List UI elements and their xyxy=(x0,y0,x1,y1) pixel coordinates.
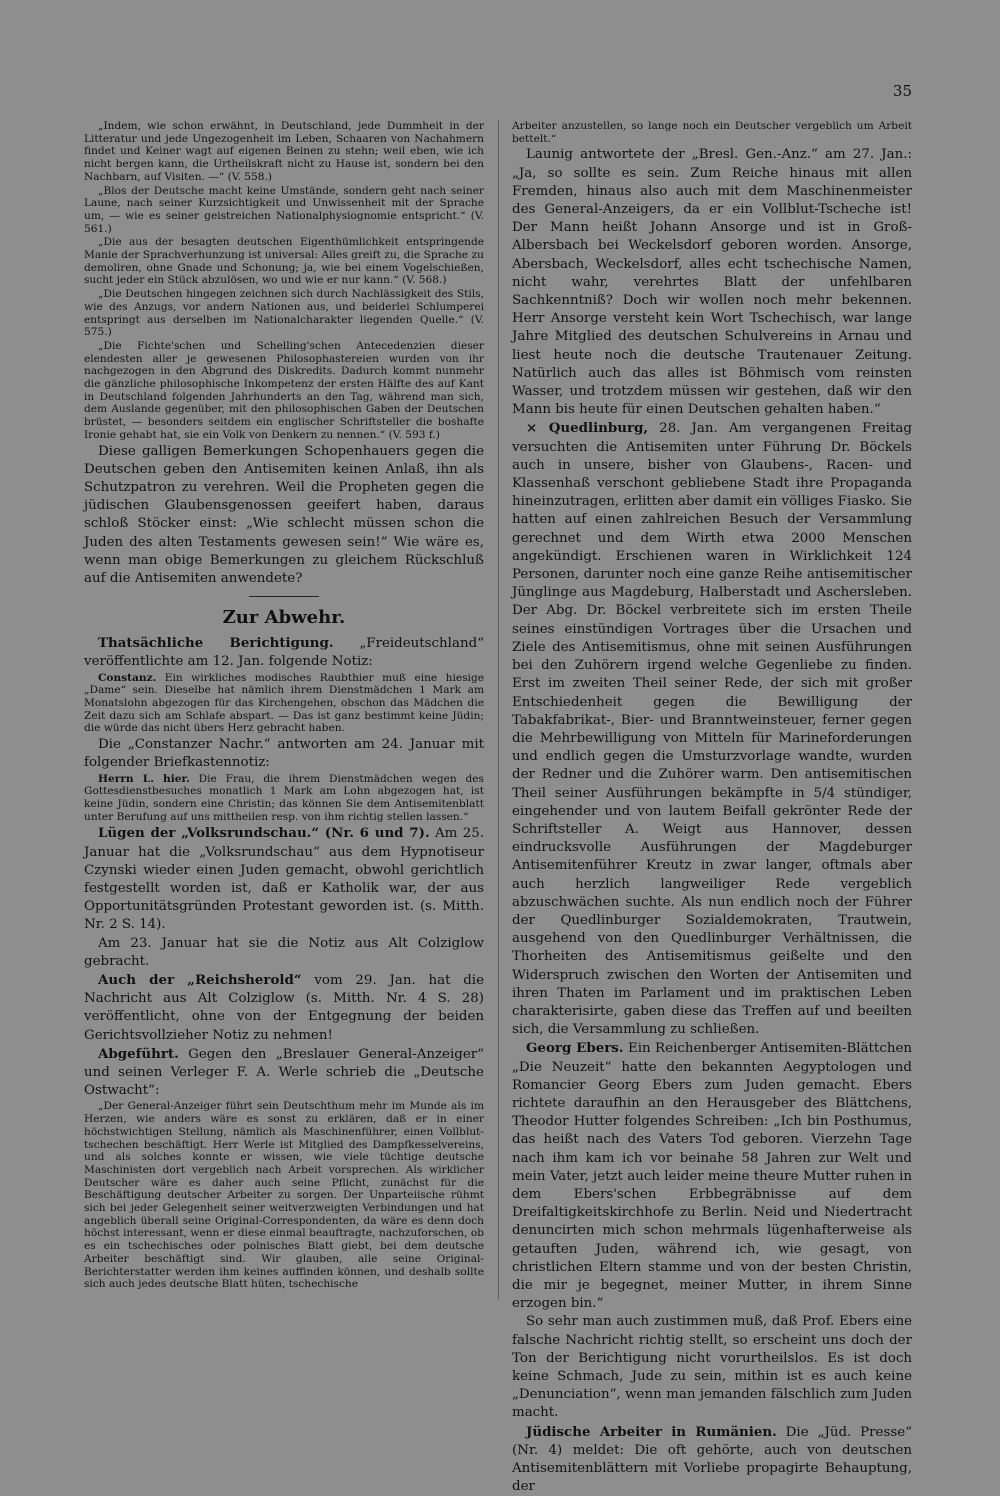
entry-ebers-comment: So sehr man auch zustimmen muß, daß Prof. Ebers eine falsche Nachricht richtig stellt, so erscheint uns doch der Ton der Berichtigung nicht vorurtheilslos. Es ist doch keine Schmach, Jude zu sein, mithin ist es auch keine „Denunciation“, wenn man jemanden fälschlich zum Juden macht. xyxy=(512,1314,912,1421)
quoted-article-end: Arbeiter anzustellen, so lange noch ein Deutscher vergeblich um Arbeit bettelt.“ xyxy=(512,120,912,145)
quoted-article: „Der General-Anzeiger führt sein Deutschthum mehr im Munde als im Herzen, wie anders wäre es sonst zu erklären, daß er in einer höchstwichtigen Stellung, nämlich als Maschinenführer, einen Vollblut-tschechen beschäftigt. Herr Werle ist Mitglied des Dampfkesselvereins, und als solches konnte er wissen, wie viele tüchtige deutsche Maschinisten dort vergeblich nach Arbeit vorsprechen. Als wirklicher Deutscher wäre es daher auch seine Pflicht, zunächst für die Beschäftigung deutscher Arbeiter zu sorgen. Der Unparteiische rühmt sich bei jeder Gelegenheit seiner weitverzweigten Verbindungen und hat angeblich überall seine Original-Correspondenten, da wäre es denn doch höchst interessant, wenn er diese einmal beauftragte, nachzuforschen, ob es ein tschechisches oder polnisches Blatt giebt, bei dem deutsche Arbeiter beschäftigt sind. Wir glauben, alle seine Original-Berichterstatter werden ihm keines auffinden können, und deshalb sollte sich auch jedes deutsche Blatt hüten, tschechische xyxy=(84,1100,484,1291)
entry-reply-launig: Launig antwortete der „Bresl. Gen.-Anz.“ am 27. Jan.: „Ja, so sollte es sein. Zum Reiche hinaus mit allen Fremden, hinaus also auch mit dem Maschinenmeister des General-Anzeigers, da er ein Vollblut-Tscheche ist! Der Mann heißt Johann Ansorge und ist in Groß-Albersbach bei Weckelsdorf geboren worden. Ansorge, Abersbach, Weckelsdorf, alles echt tschechische Namen, nicht wahr, verehrtes Blatt der unfehlbaren Sachkenntniß? Doch wir wollen noch mehr bekennen. Herr Ansorge versteht kein Wort Tschechisch, war lange Jahre Mitglied des deutschen Schulvereins in Arnau und liest heute noch die deutsche Trautenauer Zeitung. Natürlich auch das alles ist Böhmisch vom reinsten Wasser, und trotzdem müssen wir gestehen, daß wir den Mann bis heute für einen Deutschen gehalten haben.“ xyxy=(512,147,912,418)
entry-reply: Die „Constanzer Nachr.“ antworten am 24. Januar mit folgender Briefkastennotiz: xyxy=(84,737,484,771)
entry-quedlinburg xyxy=(512,419,912,1039)
entry-text: 28. Jan. Am vergangenen Freitag versuchten die Antisemiten unter Führung Dr. Böckels auch in unsere, bisher von Glaubens-, Racen- und Klassenhaß verschont gebliebene Stadt ihre Propaganda hineinzutragen, erlitten aber damit ein völliges Fiasko. Sie hatten auf einen zahlreichen Besuch der Versammlung gerechnet und dem Wirth etwa 2000 Menschen angekündigt. Erschienen waren in Wirklichkeit 124 Personen, darunter noch eine ganze Reihe antisemitischer Jünglinge aus Magdeburg, Halberstadt und Aschersleben. Der Abg. Dr. Böckel verbreitete sich im ersten Theile seines einstündigen Vortrages über die Ursachen und Ziele des Antisemitismus, ohne mit seinen Ausführungen bei den Zuhörern irgend welche Gegenliebe zu finden. Erst im zweiten Theil seiner Rede, der sich mit großer Entschiedenheit gegen die Bewilligung der Tabakfabrikat-, Bier- und Branntweinsteuer, ferner gegen die Mehrbewilligung von Mitteln für Marineforderungen und endlich gegen die Umsturzvorlage wandte, wurden der Redner und die Zuhörer warm. Den antisemitischen Theil seiner Ausführungen bekämpfte in 5/4 stündiger, eingehender und von lautem Beifall gekrönter Rede der Schriftsteller A. Weigt aus Hannover, dessen eindrucksvolle Ausführungen der Magdeburger Antisemitenführer Kreutz in zwar langer, oftmals aber auch herzlich langweiliger Rede vergeblich abzuschwächen suchte. Als nun endlich noch der Führer der Quedlinburger Sozialdemokraten, Trautwein, ausgehend von den Quedlinburger Verhältnissen, die Thorheiten des Antisemitismus geißelte und den Widerspruch zwischen den Worten der Antisemiten und ihren Thaten im Parlament und im praktischen Leben charakterisirte, gaben diese das Treffen auf und beeilten sich, die Versammlung zu schließen. xyxy=(512,421,912,1038)
entry-heading: Jüdische Arbeiter in Rumänien. xyxy=(526,1423,777,1440)
entry-volksrundschau xyxy=(84,824,484,934)
entry-heading: Abgeführt. xyxy=(98,1045,179,1062)
quote-text: Ein wirkliches modisches Raubthier muß eine hiesige „Dame“ sein. Dieselbe hat nämlich ihrem Dienstmädchen 1 Mark am Monatslohn abgezogen für das Kirchengehen, obschon das Mädchen die Zeit dazu sich am Schlafe abspart. — Das ist ganz bestimmt keine Jüdin; die würde das nicht übers Herz gebracht haben. xyxy=(84,671,484,735)
section-title: Zur Abwehr. xyxy=(222,607,346,629)
entry-text: vom 29. Jan. hat die Nachricht aus Alt Colziglow (s. Mitth. Nr. 4 S. 28) veröffentlicht, ohne von der Entgegnung der beiden Gerichtsvollzieher Notiz zu nehmen! xyxy=(84,972,484,1043)
entry-text: Gegen den „Breslauer General-Anzeiger“ und seinen Verleger F. A. Werle schrieb die „Deutsche Ostwacht“: xyxy=(84,1046,484,1099)
quote-1: „Indem, wie schon erwähnt, in Deutschland, jede Dummheit in der Litteratur und jede Ungezogenheit im Leben, Schaaren von Nachahmern findet und Keiner wagt auf eigenen Beinen zu stehn; weil eben, wie ich nicht bergen kann, die Urtheilskraft nicht zu Hause ist, sondern bei den Nachbarn, auf Visiten. —“ (V. 558.) xyxy=(84,120,484,183)
column-rule xyxy=(498,120,499,1300)
page-number: 35 xyxy=(892,82,912,100)
entry-berichtigung xyxy=(84,634,484,671)
entry-reichsherold xyxy=(84,971,484,1045)
quote-heading: Constanz. xyxy=(98,671,157,684)
quote-2: „Blos der Deutsche macht keine Umstände, sondern geht nach seiner Laune, nach seiner Kurzsichtigkeit und Unwissenheit mit der Sprache um, — wie es seiner geistreichen Nationalphysiognomie entspricht.“ (V. 561.) xyxy=(84,184,484,235)
entry-rumaenien xyxy=(512,1423,912,1496)
entry-text: Die „Jüd. Presse“ (Nr. 4) meldet: Die oft gehörte, auch von deutschen Antisemitenblättern mit Vorliebe propagirte Behauptung, der xyxy=(512,1424,912,1495)
entry-continuation: Am 23. Januar hat sie die Notiz aus Alt Colziglow gebracht. xyxy=(84,935,484,969)
entry-heading: Thatsächliche Berichtigung. xyxy=(98,635,334,652)
right-column xyxy=(512,120,912,1495)
quote-text: Die Frau, die ihrem Dienstmädchen wegen des Gottesdienstbesuches monatlich 1 Mark am Lohn abgezogen hat, ist keine Jüdin, sondern eine Christin; das können Sie dem Antisemitenblatt unter Berufung auf uns mittheilen resp. von ihm richtig stellen lassen.“ xyxy=(84,772,484,823)
entry-heading: Lügen der „Volksrundschau.“ (Nr. 6 und 7). xyxy=(98,825,430,842)
entry-heading: Auch der „Reichsherold“ xyxy=(98,971,302,988)
entry-heading: × Quedlinburg, xyxy=(526,420,649,437)
section-divider xyxy=(249,596,319,597)
quote-heading: Herrn L. hier. xyxy=(98,772,190,785)
entry-text: Am 25. Januar hat die „Volksrundschau“ aus dem Hypnotiseur Czynski wieder einen Juden gemacht, obwohl gerichtlich festgestellt worden ist, daß er Katholik war, der aus Opportunitätsgründen Protestant geworden ist. (s. Mitth. Nr. 2 S. 14). xyxy=(84,826,484,933)
left-column xyxy=(84,120,484,1310)
quote-3: „Die aus der besagten deutschen Eigenthümlichkeit entspringende Manie der Sprachverhunzung ist universal: Alles greift zu, die Sprache zu demoliren, ohne Gnade und Schonung; ja, wie bei einem Vogelschießen, sucht jeder ein Stück abzulösen, wo und wie er nur kann.“ (V. 568.) xyxy=(84,236,484,287)
entry-text: „Freideutschland“ veröffentlichte am 12. Jan. folgende Notiz: xyxy=(84,636,484,670)
quote-4: „Die Deutschen hingegen zeichnen sich durch Nachlässigkeit des Stils, wie des Anzugs, vor andern Nationen aus, und beiderlei Schlumperei entspringt aus derselben im Nationalcharakter liegenden Quelle.“ (V. 575.) xyxy=(84,288,484,339)
quoted-reply xyxy=(84,773,484,824)
quoted-notice xyxy=(84,672,484,736)
entry-abgefuehrt xyxy=(84,1045,484,1101)
quote-5: „Die Fichte'schen und Schelling'schen Antecedenzien dieser elendesten aller je gewesenen Philosophastereien wurden von ihr nachgezogen in den Abgrund des Diskredits. Dadurch kommt nunmehr die gänzliche philosophische Inkompetenz der ersten Hälfte des auf Kant in Deutschland folgenden Jahrhunderts an den Tag, während man sich, dem Auslande gegenüber, mit den philosophischen Gaben der Deutschen brüstet, — besonders seitdem ein englischer Schriftsteller die boshafte Ironie gehabt hat, sie ein Volk von Denkern zu nennen.“ (V. 593 f.) xyxy=(84,339,484,441)
entry-heading: Georg Ebers. xyxy=(526,1040,624,1057)
closing-paragraph: Diese galligen Bemerkungen Schopenhauers gegen die Deutschen geben den Antisemiten keinen Anlaß, ihn als Schutzpatron zu verehren. Weil die Propheten gegen die jüdischen Glaubensgenossen geeifert haben, daraus schloß Stöcker einst: „Wie schlecht müssen schon die Juden des alten Testaments gewesen sein!“ Wie wäre es, wenn man obige Bemerkungen zu gleichem Rückschluß auf die Antisemiten anwendete? xyxy=(84,443,484,586)
entry-text: Ein Reichenberger Antisemiten-Blättchen „Die Neuzeit“ hatte den bekannten Aegyptologen und Romancier Georg Ebers zum Juden gemacht. Ebers richtete daraufhin an den Herausgeber des Blättchens, Theodor Hutter folgendes Schreiben: „Ich bin Posthumus, das heißt nach des Vaters Tod geboren. Vierzehn Tage nach ihm kam ich vor beinahe 58 Jahren zur Welt und mein Vater, jetzt auch leider meine theure Mutter ruhen in dem Ebers'schen Erbbegräbnisse auf dem Dreifaltigkeitskirchhofe zu Berlin. Neid und Niedertracht denuncirten mich schon mehrmals lügenhafterweise als getauften Juden, während ich, wie gesagt, von christlichen Eltern stamme und von der besten Christin, die mir je begegnet, meiner Mutter, in ihrem Sinne erzogen bin.“ xyxy=(512,1041,912,1312)
entry-ebers xyxy=(512,1039,912,1313)
